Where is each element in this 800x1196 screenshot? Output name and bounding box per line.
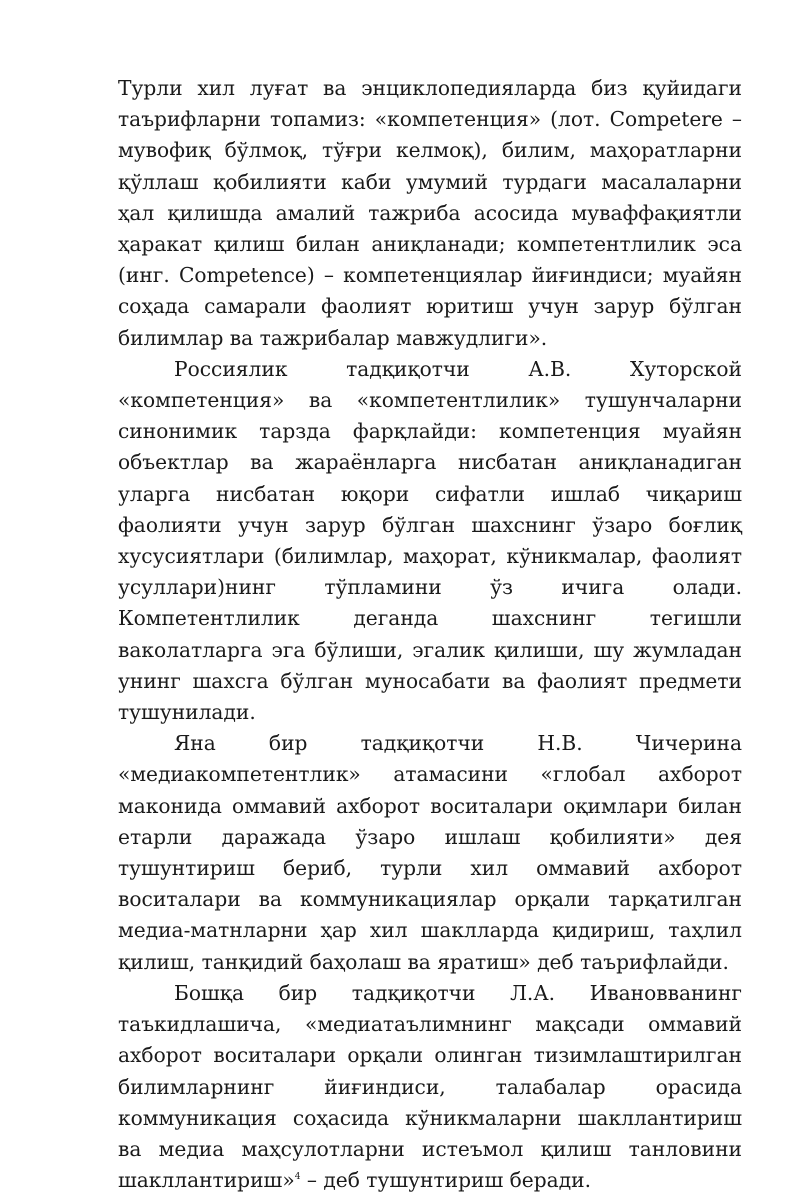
document-page: [118, 73, 742, 1196]
paragraph-ivanova: [118, 978, 742, 1196]
paragraph-khutorskoy: Россиялик тадқиқотчи А.В. Хуторской «компетенция» ва «компетентлилик» тушунчаларни синонимик тарзда фарқлайди: компетенция муайян объектлар ва жараёнларга нисбатан аниқланадиган уларга нисбатан юқори сифатли ишлаб чиқариш фаолияти учун зарур бўлган шахснинг ўзаро боғлиқ хусусиятлари (билимлар, маҳорат, кўникмалар, фаолият усуллари)нинг тўпламини ўз ичига олади. Компетентлилик деганда шахснинг тегишли ваколатларга эга бўлиши, эгалик қилиши, шу жумладан унинг шахсга бўлган муносабати ва фаолият предмети тушунилади.: [118, 356, 742, 725]
paragraph-ivanova-text: Бошқа бир тадқиқотчи Л.А. Ивановванинг таъкидлашича, «медиатаълимнинг мақсади оммавий ахборот воситалари орқали олинган тизимлаштирилган билимларнинг йиғиндиси, талабалар орасида коммуникация соҳасида кўникмаларни шакллантириш ва медиа маҳсулотларни истеъмол қилиш танловини шакллантириш»: [118, 980, 742, 1193]
paragraph-definitions: Турли хил луғат ва энциклопедияларда биз қуйидаги таърифларни топамиз: «компетенция» (лот. Competere – мувофиқ бўлмоқ, тўғри келмоқ), билим, маҳоратларни қўллаш қобилияти каби умумий турдаги масалаларни ҳал қилишда амалий тажриба асосида муваффақиятли ҳаракат қилиш билан аниқланади; компетентлилик эса (инг. Competence) – компетенциялар йиғиндиси; муайян соҳада самарали фаолият юритиш учун зарур бўлган билимлар ва тажрибалар мавжудлиги».: [118, 76, 742, 350]
paragraph-ivanova-tail: – деб тушунтириш беради.: [300, 1168, 591, 1193]
footnote-marker[interactable]: 4: [294, 1172, 301, 1183]
paragraph-chicherina: Яна бир тадқиқотчи Н.В. Чичерина «медиакомпетентлик» атамасини «глобал ахборот маконида оммавий ахборот воситалари оқимлари билан етарли даражада ўзаро ишлаш қобилияти» дея тушунтириш бериб, турли хил оммавий ахборот воситалари ва коммуникациялар орқали тарқатилган медиа-матнларни ҳар хил шаклларда қидириш, таҳлил қилиш, танқидий баҳолаш ва яратиш» деб таърифлайди.: [118, 731, 742, 974]
